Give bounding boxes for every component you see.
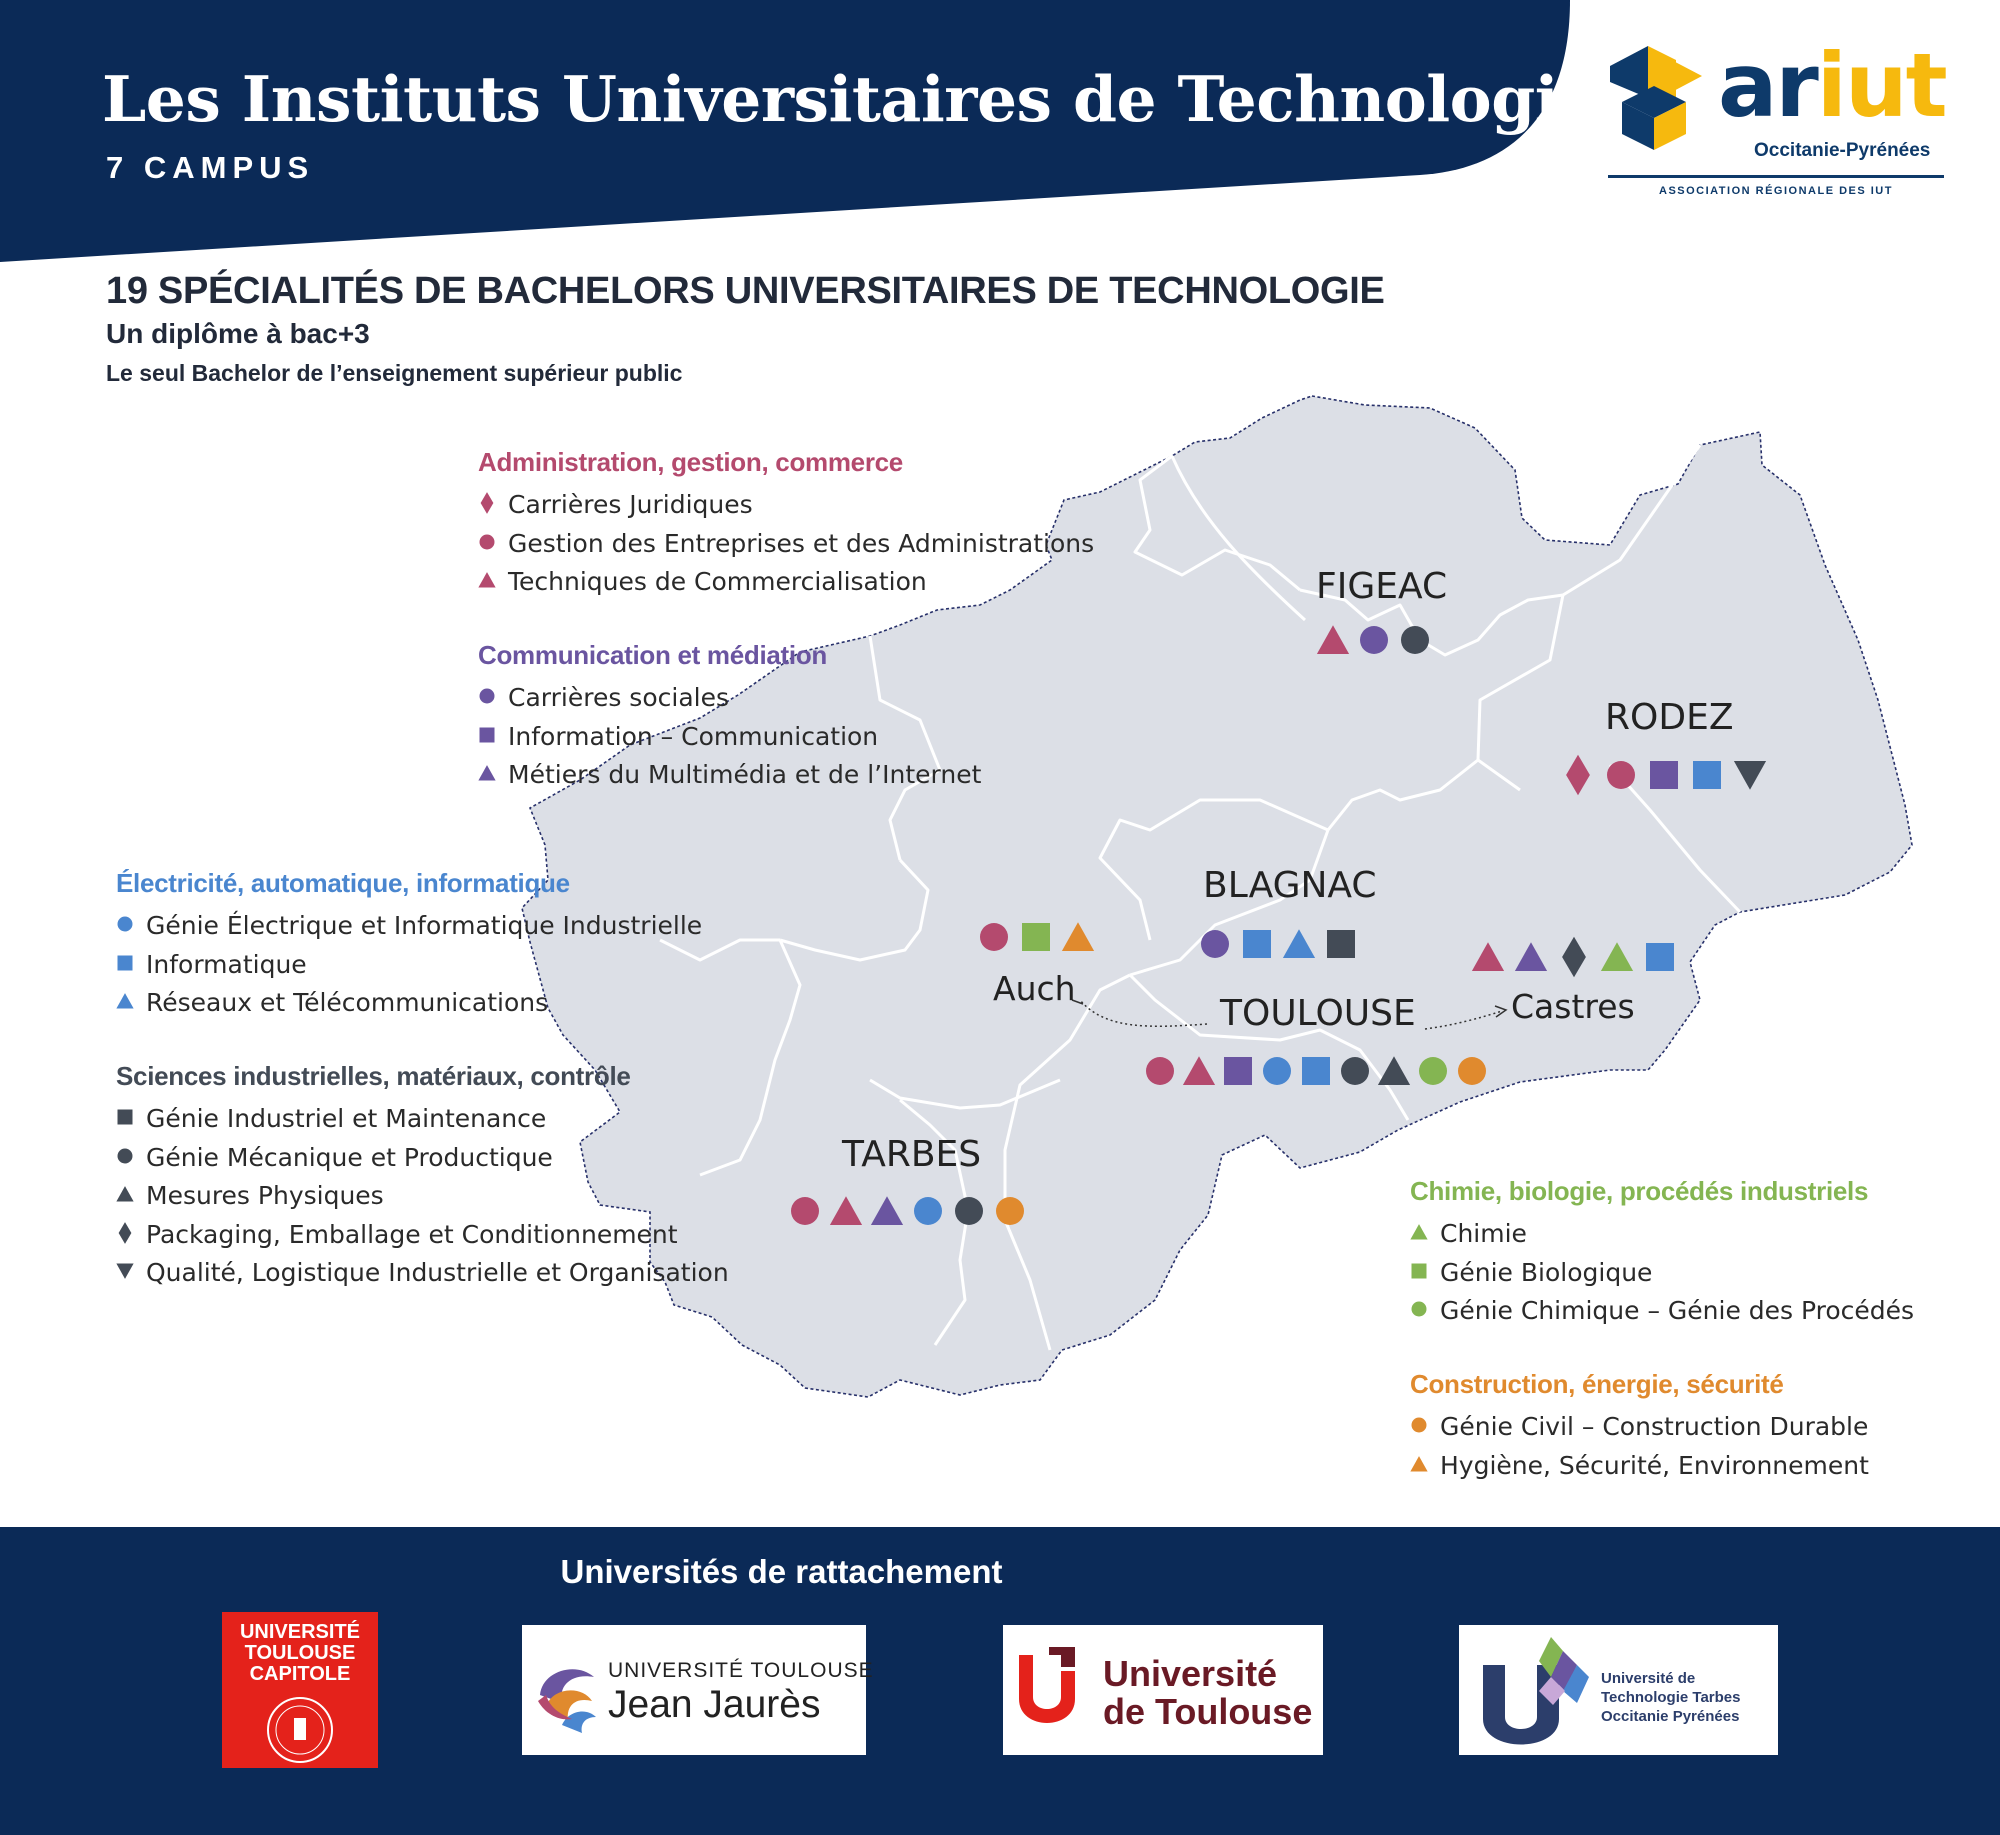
footer-title: Universités de rattachement xyxy=(560,1553,1003,1590)
legend-item: Génie Biologique xyxy=(1410,1254,1914,1293)
legend-item: Packaging, Emballage et Conditionnement xyxy=(116,1216,729,1255)
square-icon xyxy=(118,955,133,970)
circle-icon xyxy=(1419,1057,1447,1085)
triangle-icon xyxy=(116,993,133,1008)
circle-icon xyxy=(1360,626,1388,654)
legend-item: Métiers du Multimédia et de l’Internet xyxy=(478,756,981,795)
ariut-logo-region: Occitanie-Pyrénées xyxy=(1754,140,1931,161)
legend-elec-title: Électricité, automatique, informatique xyxy=(116,868,570,898)
legend-item: Information – Communication xyxy=(478,718,981,757)
legend-item: Carrières sociales xyxy=(478,679,981,718)
page-title: Les Instituts Universitaires de Technologie xyxy=(102,62,1598,136)
campus-label-toulouse: TOULOUSE xyxy=(1220,993,1416,1034)
ariut-logo-tagline: ASSOCIATION RÉGIONALE DES IUT xyxy=(1659,185,1893,197)
campus-markers-toulouse xyxy=(1146,1056,1486,1085)
legend-item: Hygiène, Sécurité, Environnement xyxy=(1410,1447,1869,1486)
square-icon xyxy=(118,1110,133,1125)
circle-icon xyxy=(480,534,495,549)
legend-item: Génie Électrique et Informatique Industrielle xyxy=(116,907,702,946)
circle-icon xyxy=(478,682,496,708)
square-icon xyxy=(1224,1057,1252,1085)
jean-jaures-swirl-icon xyxy=(532,1655,602,1735)
legend-indus xyxy=(116,1061,729,1293)
utt-u-icon xyxy=(1477,1631,1597,1749)
circle-icon xyxy=(791,1197,819,1225)
campus-markers-figeac xyxy=(1317,625,1429,654)
campus-label-rodez: RODEZ xyxy=(1605,697,1734,738)
legend-item: Informatique xyxy=(116,946,702,985)
circle-icon xyxy=(1412,1418,1427,1433)
campus-count: 7 CAMPUS xyxy=(106,150,315,185)
legend-item: Réseaux et Télécommunications xyxy=(116,984,702,1023)
legend-constr xyxy=(1410,1369,1869,1485)
legend-indus-title: Sciences industrielles, matériaux, contrôle xyxy=(116,1061,631,1091)
campus-label-auch: Auch xyxy=(993,969,1076,1008)
triangle-icon xyxy=(1410,1450,1428,1476)
circle-icon xyxy=(1341,1057,1369,1085)
circle-icon xyxy=(1201,930,1229,958)
legend-item: Chimie xyxy=(1410,1215,1914,1254)
circle-icon xyxy=(478,528,496,554)
circle-icon xyxy=(480,689,495,704)
logo-universite-technologie-tarbes: Université de Technologie Tarbes Occitanie Pyrénées xyxy=(1459,1625,1778,1755)
diamond-icon xyxy=(119,1222,132,1244)
square-icon xyxy=(1693,761,1721,789)
circle-icon xyxy=(116,1142,134,1168)
diamond-icon xyxy=(481,492,494,514)
diamond-icon xyxy=(478,489,496,515)
circle-icon xyxy=(1401,626,1429,654)
square-icon xyxy=(1302,1057,1330,1085)
triangle-icon xyxy=(478,566,496,592)
square-icon xyxy=(480,727,495,742)
square-icon xyxy=(1022,923,1050,951)
logo-universite-toulouse-capitole: UNIVERSITÉ TOULOUSE CAPITOLE xyxy=(222,1612,378,1768)
circle-icon xyxy=(1607,761,1635,789)
triangle-icon xyxy=(478,572,495,587)
legend-elec xyxy=(116,868,702,1023)
circle-icon xyxy=(1263,1057,1291,1085)
logo-universite-de-toulouse: Université de Toulouse xyxy=(1003,1625,1323,1755)
legend-item: Génie Industriel et Maintenance xyxy=(116,1100,729,1139)
triangle-down-icon xyxy=(116,1257,134,1283)
legend-item: Génie Mécanique et Productique xyxy=(116,1139,729,1178)
capitole-seal-icon xyxy=(262,1692,338,1768)
legend-item: Gestion des Entreprises et des Administrations xyxy=(478,525,1094,564)
triangle-icon xyxy=(1410,1456,1427,1471)
bachelor-note: Le seul Bachelor de l’enseignement supérieur public xyxy=(106,360,683,386)
legend-item: Génie Chimique – Génie des Procédés xyxy=(1410,1292,1914,1331)
triangle-icon xyxy=(1410,1218,1428,1244)
universite-toulouse-u-icon xyxy=(1015,1647,1079,1737)
square-icon xyxy=(1243,930,1271,958)
triangle-icon xyxy=(116,987,134,1013)
square-icon xyxy=(116,1103,134,1129)
triangle-icon xyxy=(478,765,495,780)
legend-item: Mesures Physiques xyxy=(116,1177,729,1216)
square-icon xyxy=(1412,1263,1427,1278)
circle-icon xyxy=(1410,1411,1428,1437)
diamond-icon xyxy=(116,1219,134,1245)
circle-icon xyxy=(1146,1057,1174,1085)
campus-label-castres: Castres xyxy=(1511,987,1635,1026)
square-icon xyxy=(478,721,496,747)
legend-comm xyxy=(478,640,981,795)
triangle-icon xyxy=(1410,1224,1427,1239)
circle-icon xyxy=(118,917,133,932)
legend-item: Génie Civil – Construction Durable xyxy=(1410,1408,1869,1447)
circle-icon xyxy=(996,1197,1024,1225)
specialties-heading: 19 SPÉCIALITÉS DE BACHELORS UNIVERSITAIRES DE TECHNOLOGIE xyxy=(106,270,1385,312)
campus-markers-auch xyxy=(980,922,1094,951)
triangle-down-icon xyxy=(116,1264,133,1279)
circle-icon xyxy=(116,910,134,936)
circle-icon xyxy=(1412,1302,1427,1317)
square-icon xyxy=(116,949,134,975)
legend-admin-title: Administration, gestion, commerce xyxy=(478,447,903,477)
legend-admin xyxy=(478,447,1094,602)
square-icon xyxy=(1646,943,1674,971)
legend-chem-title: Chimie, biologie, procédés industriels xyxy=(1410,1176,1869,1206)
ariut-logo-wordmark: ariut xyxy=(1718,34,1946,137)
legend-comm-title: Communication et médiation xyxy=(478,640,828,670)
campus-label-blagnac: BLAGNAC xyxy=(1203,865,1377,906)
circle-icon xyxy=(118,1148,133,1163)
campus-label-figeac: FIGEAC xyxy=(1316,566,1448,607)
circle-icon xyxy=(980,923,1008,951)
circle-icon xyxy=(1410,1295,1428,1321)
circle-icon xyxy=(955,1197,983,1225)
campus-label-tarbes: TARBES xyxy=(842,1134,982,1175)
square-icon xyxy=(1650,761,1678,789)
square-icon xyxy=(1327,930,1355,958)
circle-icon xyxy=(914,1197,942,1225)
square-icon xyxy=(1410,1257,1428,1283)
legend-item: Qualité, Logistique Industrielle et Organisation xyxy=(116,1254,729,1293)
legend-constr-title: Construction, énergie, sécurité xyxy=(1410,1369,1784,1399)
circle-icon xyxy=(1458,1057,1486,1085)
legend-chem xyxy=(1410,1176,1914,1331)
diploma-level: Un diplôme à bac+3 xyxy=(106,318,370,349)
triangle-icon xyxy=(116,1186,133,1201)
triangle-icon xyxy=(116,1180,134,1206)
legend-item: Carrières Juridiques xyxy=(478,486,1094,525)
legend-item: Techniques de Commercialisation xyxy=(478,563,1094,602)
triangle-icon xyxy=(478,759,496,785)
logo-universite-jean-jaures: UNIVERSITÉ TOULOUSE Jean Jaurès xyxy=(522,1625,866,1755)
